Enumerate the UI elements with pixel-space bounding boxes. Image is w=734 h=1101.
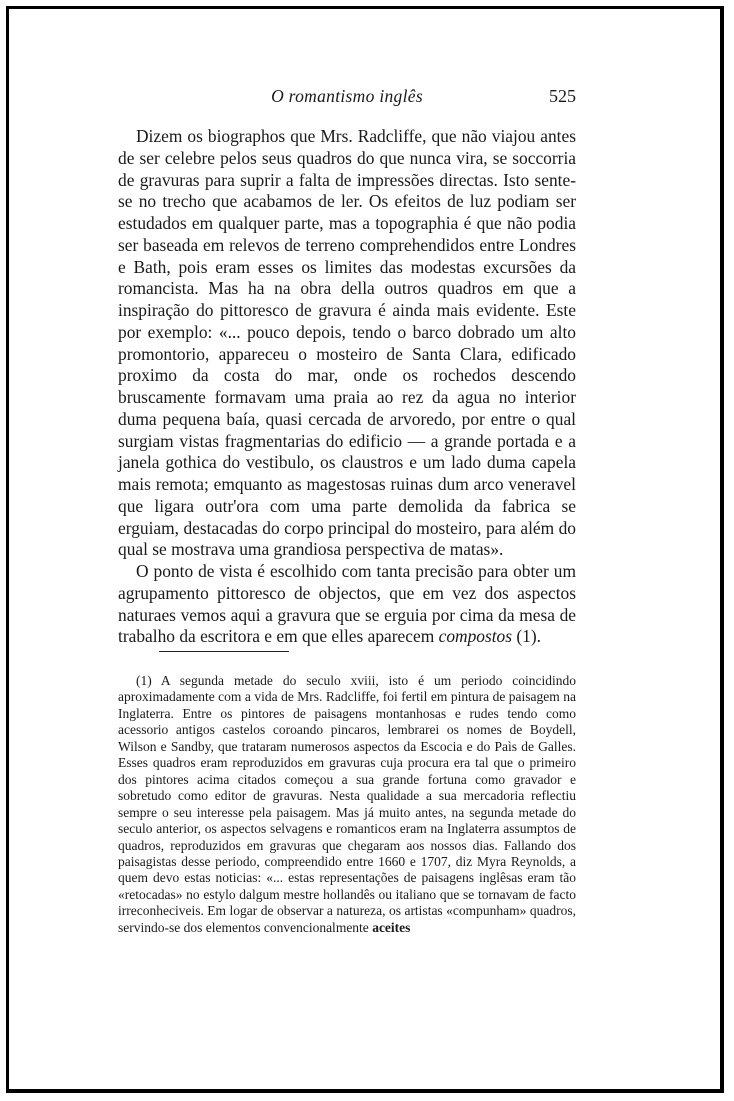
main-text — [118, 126, 576, 648]
paragraph-2-text: O ponto de vista é escolhido com tanta precisão para obter um agrupamento pittoresco de objectos, que em vez dos aspectos naturaes vemos aqui a gravura que se erguia por cima da mesa de trabalho da escritora e em que elles aparecem — [118, 561, 576, 647]
paragraph-1 — [118, 126, 576, 561]
footnote-separator — [159, 651, 289, 652]
footnote-bold-word: aceites — [372, 919, 411, 935]
footnote-paragraph — [118, 673, 576, 936]
page-number: 525 — [549, 86, 576, 106]
footnote-text: (1) A segunda metade do seculo xviii, isto é um periodo coincidindo aproximadamente com a vida de Mrs. Radcliffe, foi fertil em pintura de paisagem na Inglaterra. Entre os pintores de paisagens montanhosas e rudes tendo como acessorio antigos castelos coroando pincaros, lembrarei os nomes de Boydell, Wilson e Sandby, que trataram numerosos aspectos da Escocia e do Paìs de Galles. Esses quadros eram reproduzidos em gravuras cuja procura era tal que o primeiro dos pintores acima citados começou a sua grande fortuna como gravador e sobretudo como editor de gravuras. Nesta qualidade a sua mercadoria reflectiu sempre o seu interesse pela paisagem. Mas já muito antes, na segunda metade do seculo anterior, os aspectos selvagens e romanticos eram na Inglaterra assumptos de quadros, reproduzidos em gravuras que chegaram aos nossos dias. Fallando dos paisagistas desse periodo, compreendido entre 1660 e 1707, diz Myra Reynolds, a quem devo estas noticias: «... estas representações de paisagens inglêsas eram tão «retocadas» no estylo dalgum mestre hollandês ou italiano que se tornavam de facto irreconheciveis. Em logar de observar a natureza, os artistas «compunham» quadros, servindo-se dos elementos convencionalmente — [118, 673, 576, 935]
footnote — [118, 673, 576, 936]
running-title: O romantismo inglês — [271, 86, 423, 106]
footnote-reference: (1). — [512, 626, 542, 647]
paragraph-1-text: Dizem os biographos que Mrs. Radcliffe, que não viajou antes de ser celebre pelos seus quadros do que nunca vira, se soccorria de gravuras para suprir a falta de impressões directas. Isto sente-se no trecho que acabamos de ler. Os efeitos de luz podiam ser estudados em qualquer parte, mas a topographia é que não podia ser baseada em relevos de terreno comprehendidos entre Londres e Bath, pois eram esses os limites das modestas excursões da romancista. Mas ha na obra della outros quadros em que a inspiração do pittoresco de gravura é ainda mais evidente. Este por exemplo: «... pouco depois, tendo o barco dobrado um alto promontorio, appareceu o mosteiro de Santa Clara, edificado proximo da costa do mar, onde os rochedos descendo bruscamente formavam uma praia ao rez da agua no interior duma pequena baía, quasi cercada de arvoredo, por entre o qual surgiam vistas fragmentarias do edificio — a grande portada e a janela gothica do vestibulo, os claustros e um lado duma capela mais remota; emquanto as magestosas ruinas dum arco veneravel que ligara outr'ora com uma parte demolida da fabrica se erguiam, destacadas do corpo principal do mosteiro, para além do qual se mostrava uma grandiosa perspectiva de matas». — [118, 126, 576, 560]
italic-word-compostos: compostos — [438, 626, 513, 647]
running-header — [118, 86, 576, 112]
paragraph-2 — [118, 561, 576, 648]
